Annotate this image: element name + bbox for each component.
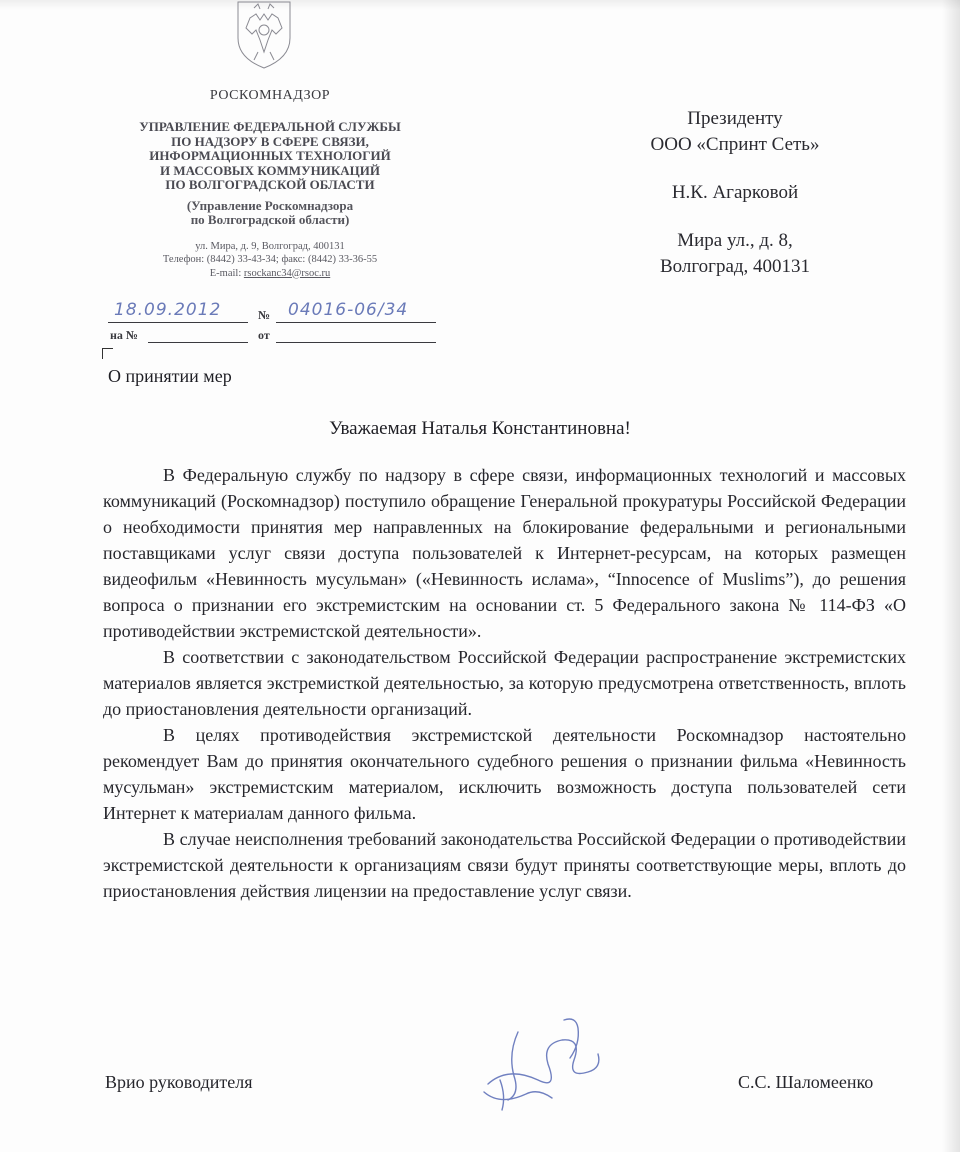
- sender-block: [110, 88, 430, 280]
- handwritten-number: 04016-06/34: [288, 300, 409, 320]
- department-line: ПО ВОЛГОГРАДСКОЙ ОБЛАСТИ: [165, 177, 375, 192]
- scan-shadow-top: [0, 0, 960, 10]
- registration-fields: [108, 300, 438, 350]
- body-paragraph: В соответствии с законодательством Российской Федерации распространение экстремистских материалов является экстремисткой деятельностью, за которую предусмотрена ответственность, вплоть до приостановления деятельности организаций.: [103, 647, 906, 719]
- short-name-line: (Управление Роскомнадзора: [186, 197, 354, 213]
- ref-date-line: [276, 342, 436, 343]
- number-line: [276, 322, 436, 323]
- recipient-org: ООО «Спринт Сеть»: [650, 134, 820, 155]
- department-name: [110, 120, 430, 193]
- date-line: [108, 322, 248, 323]
- salutation: Уважаемая Наталья Константиновна!: [329, 418, 631, 439]
- recipient-block: [630, 106, 840, 280]
- department-line: ИНФОРМАЦИОННЫХ ТЕХНОЛОГИЙ: [149, 148, 391, 163]
- ref-number-label: на №: [110, 328, 138, 342]
- scan-shadow-right: [942, 0, 960, 1152]
- subject-bracket: [102, 348, 113, 359]
- recipient-street: Мира ул., д. 8,: [677, 230, 793, 251]
- department-short-name: [110, 199, 430, 228]
- sender-email-row: [110, 267, 430, 281]
- department-line: УПРАВЛЕНИЕ ФЕДЕРАЛЬНОЙ СЛУЖБЫ: [139, 119, 401, 134]
- sender-phone: Телефон: (8442) 33-43-34; факс: (8442) 33-36-55: [162, 254, 378, 265]
- sender-address: ул. Мира, д. 9, Волгоград, 400131: [195, 240, 345, 252]
- coat-of-arms-icon: [232, 0, 296, 70]
- agency-name: РОСКОМНАДЗОР: [209, 88, 331, 103]
- short-name-line: по Волгоградской области): [190, 212, 350, 227]
- ref-number-line: [148, 342, 248, 343]
- signature-icon: [478, 1014, 618, 1114]
- recipient-name: Н.К. Агарковой: [671, 182, 799, 203]
- signer-name: С.С. Шаломеенко: [738, 1072, 874, 1092]
- department-line: И МАССОВЫХ КОММУНИКАЦИЙ: [159, 162, 380, 178]
- recipient-title: Президенту: [687, 108, 783, 129]
- sender-contacts: [110, 240, 430, 281]
- body-paragraph: В случае неисполнения требований законодательства Российской Федерации о противодействии экстремистской деятельности к организациям связи будут приняты соответствующие меры, вплоть до приостановления действия лицензии на предоставление услуг связи.: [103, 829, 906, 901]
- body-paragraph: В Федеральную службу по надзору в сфере связи, информационных технологий и массовых коммуникаций (Роскомнадзор) поступило обращение Генеральной прокуратуры Российской Федерации о необходимости принятия мер направленных на блокирование федеральными и региональными поставщиками услуг связи доступа пользователей к Интернет-ресурсам, на которых размещен видеофильм «Невинность мусульман» («Невинность ислама», “Innocence of Muslims”), до решения вопроса о признании его экстремистским на основании ст. 5 Федерального закона № 114-ФЗ «О противодействии экстремистской деятельности».: [103, 465, 906, 641]
- ref-date-label: от: [258, 328, 270, 342]
- department-line: ПО НАДЗОРУ В СФЕРЕ СВЯЗИ,: [171, 133, 369, 149]
- recipient-city: Волгоград, 400131: [659, 256, 811, 277]
- body-paragraph: В целях противодействия экстремистской деятельности Роскомнадзор настоятельно рекомендует Вам до принятия окончательного судебного решения о признании фильма «Невинность мусульман» экстремистским материалом, исключить возможность доступа пользователей сети Интернет к материалам данного фильма.: [103, 725, 906, 823]
- letter-body: [103, 462, 906, 904]
- subject-line: О принятии мер: [108, 366, 232, 386]
- signer-position: Врио руководителя: [105, 1072, 253, 1092]
- email-label: E-mail:: [209, 267, 244, 279]
- sender-email: rsockanc34@rsoc.ru: [243, 267, 331, 279]
- number-symbol: №: [258, 308, 271, 322]
- handwritten-date: 18.09.2012: [114, 300, 222, 320]
